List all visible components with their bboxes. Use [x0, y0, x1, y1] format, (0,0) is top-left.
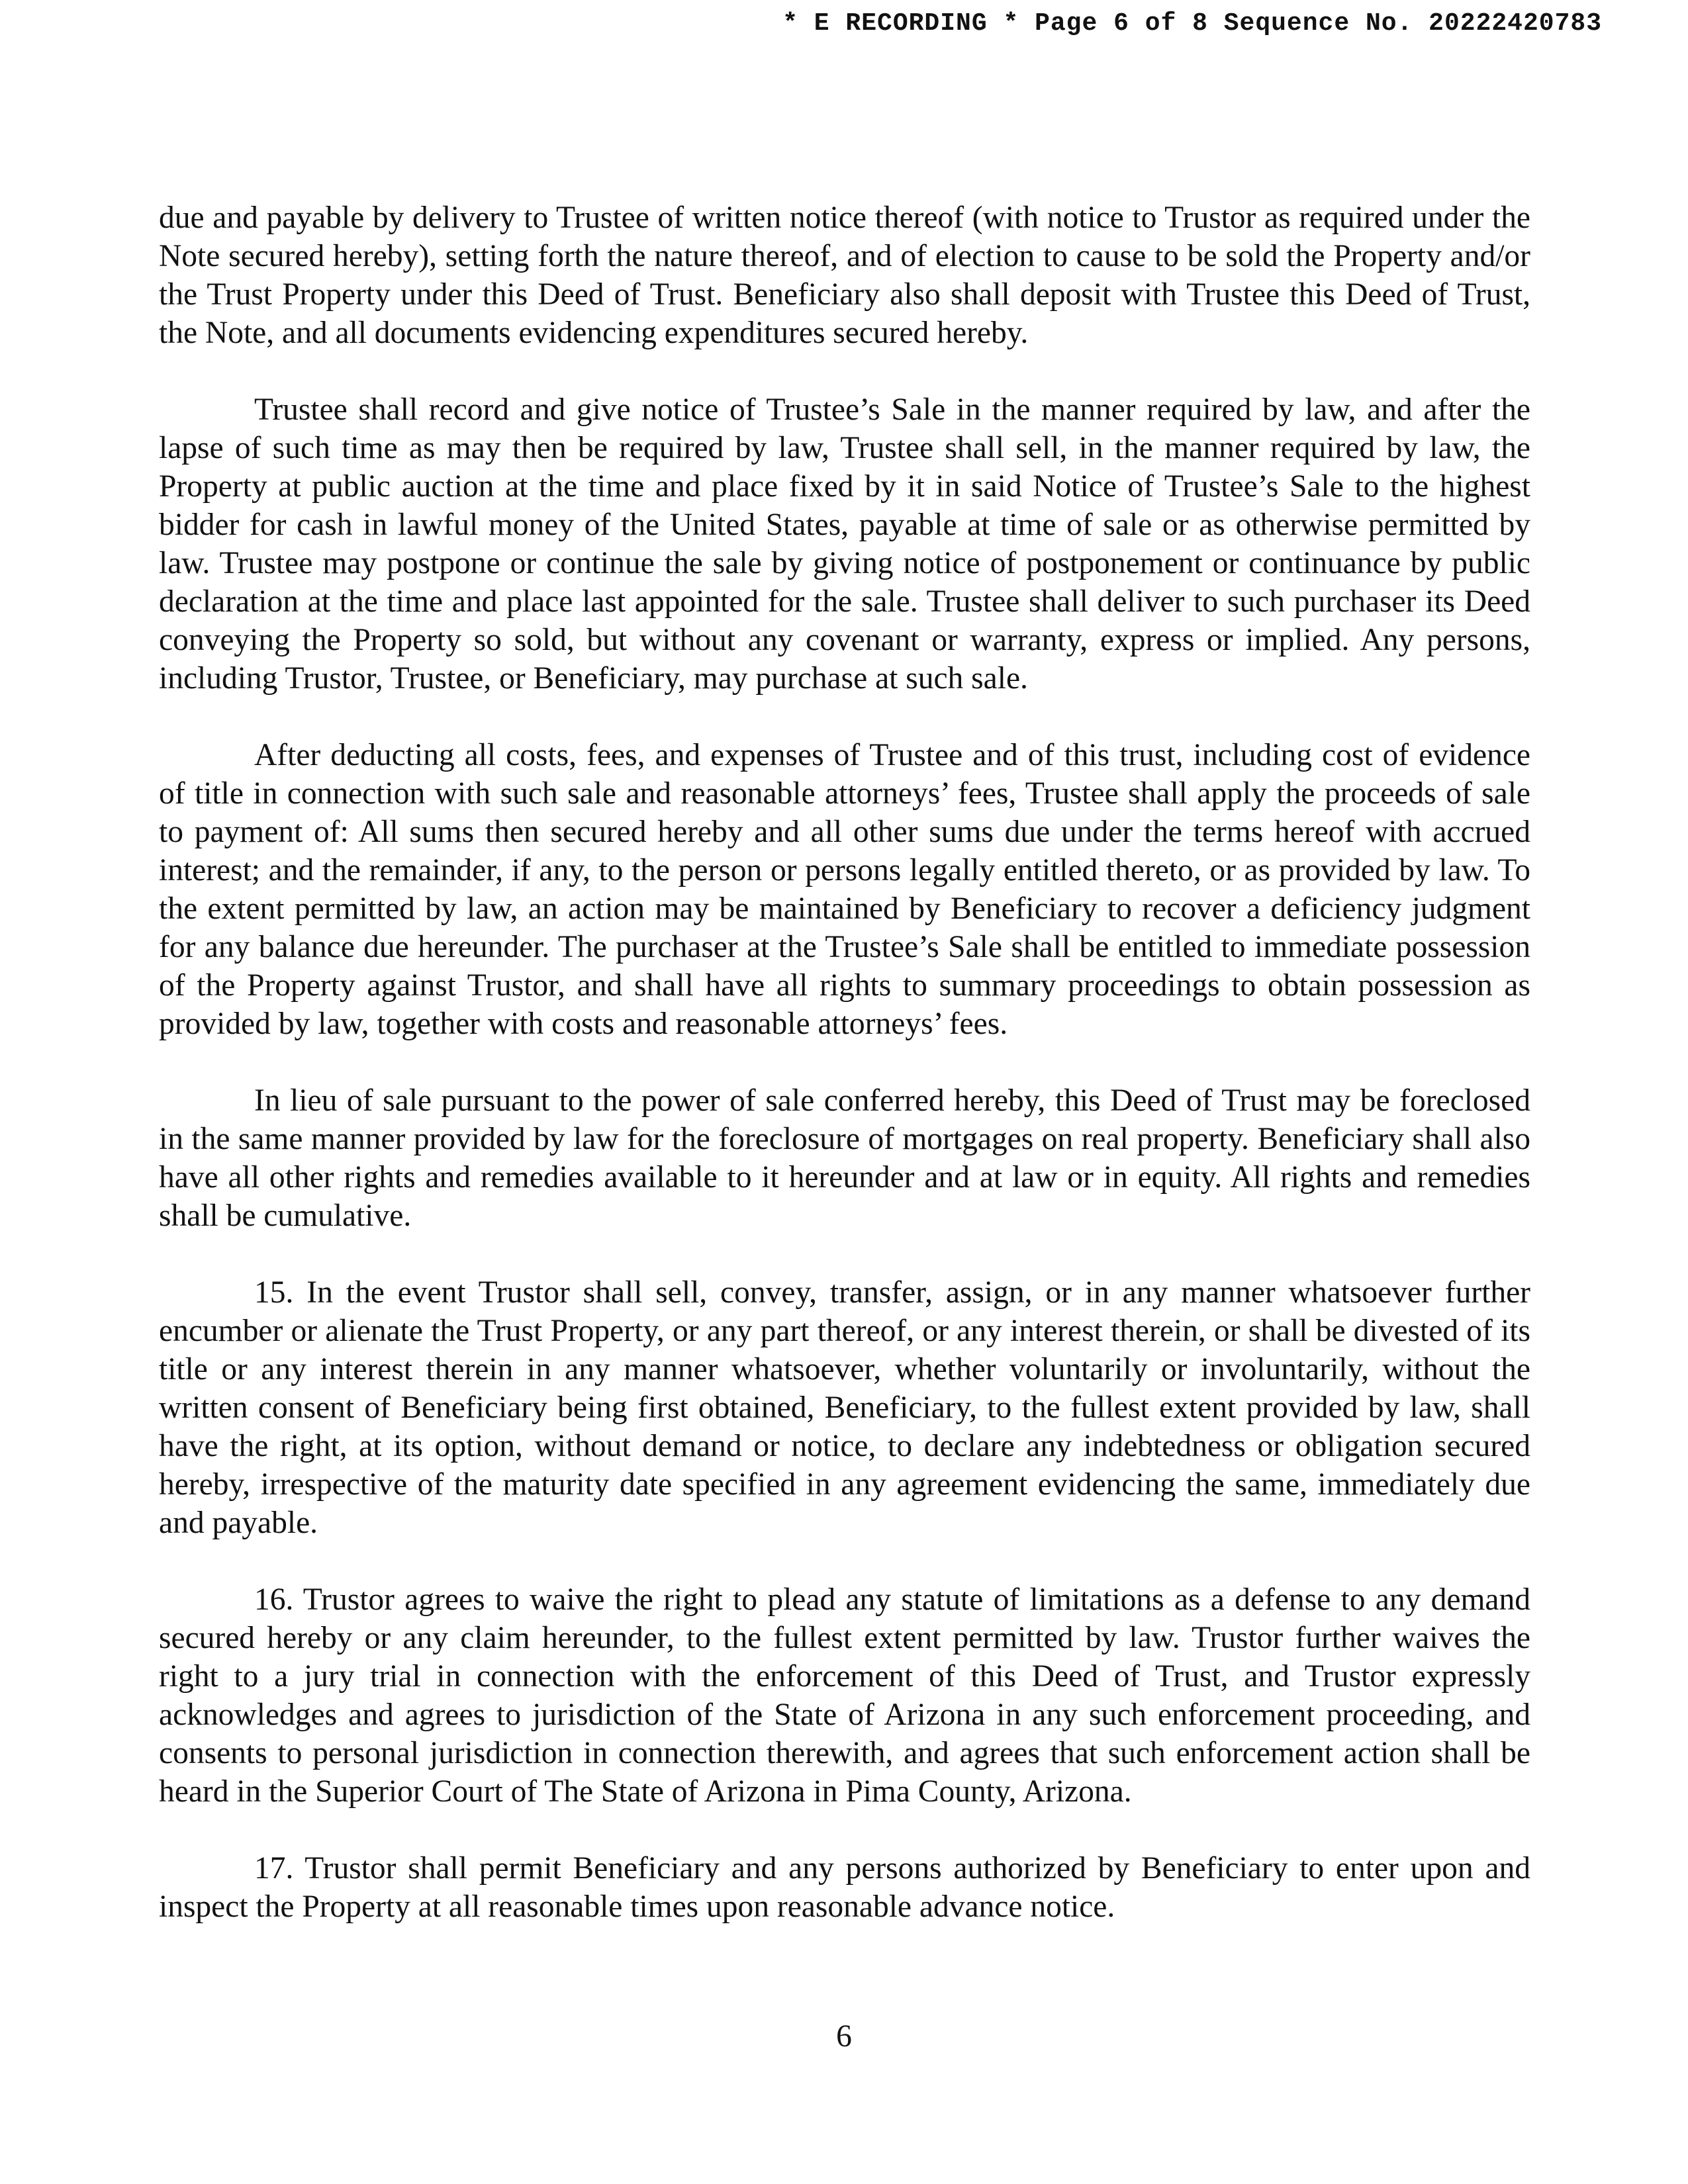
paragraph-continuation: due and payable by delivery to Trustee of written notice thereof (with notice to Trustor as required under the Note secured hereby), setting forth the nature thereof, and of election to cause to be sold the Property and/or the Trust Property under this Deed of Trust. Beneficiary also shall deposit with Trustee this Deed of Trust, the Note, and all documents evidencing expenditures secured hereby. [159, 201, 1530, 350]
paragraph-foreclosure: In lieu of sale pursuant to the power of sale conferred hereby, this Deed of Trust may be foreclosed in the same manner provided by law for the foreclosure of mortgages on real property. Beneficiary shall also have all other rights and remedies available to it hereunder and at law or in equity. All rights and remedies shall be cumulative. [159, 1083, 1530, 1233]
page-number: 6 [836, 2019, 852, 2054]
paragraph-trustee-sale: Trustee shall record and give notice of Trustee’s Sale in the manner required by law, and after the lapse of such time as may then be required by law, Trustee shall sell, in the manner required by law, the Property at public auction at the time and place fixed by it in said Notice of Trustee’s Sale to the highest bidder for cash in lawful money of the United States, payable at time of sale or as otherwise permitted by law. Trustee may postpone or continue the sale by giving notice of postponement or continuance by public declaration at the time and place last appointed for the sale. Trustee shall deliver to such purchaser its Deed conveying the Property so sold, but without any covenant or warranty, express or implied. Any persons, including Trustor, Trustee, or Beneficiary, may purchase at such sale. [159, 392, 1530, 696]
document-body [159, 199, 1530, 1964]
paragraph-section-17: 17. Trustor shall permit Beneficiary and any persons authorized by Beneficiary to enter upon and inspect the Property at all reasonable times upon reasonable advance notice. [159, 1851, 1530, 1924]
recording-header: * E RECORDING * Page 6 of 8 Sequence No. 20222420783 [782, 9, 1602, 38]
paragraph-section-16: 16. Trustor agrees to waive the right to plead any statute of limitations as a defense to any demand secured hereby or any claim hereunder, to the fullest extent permitted by law. Trustor further waives the right to a jury trial in connection with the enforcement of this Deed of Trust, and Trustor expressly acknowledges and agrees to jurisdiction of the State of Arizona in any such enforcement proceeding, and consents to personal jurisdiction in connection therewith, and agrees that such enforcement action shall be heard in the Superior Court of The State of Arizona in Pima County, Arizona. [159, 1582, 1530, 1809]
paragraph-sale-proceeds: After deducting all costs, fees, and expenses of Trustee and of this trust, including cost of evidence of title in connection with such sale and reasonable attorneys’ fees, Trustee shall apply the proceeds of sale to payment of: All sums then secured hereby and all other sums due under the terms hereof with accrued interest; and the remainder, if any, to the person or persons legally entitled thereto, or as provided by law. To the extent permitted by law, an action may be maintained by Beneficiary to recover a deficiency judgment for any balance due hereunder. The purchaser at the Trustee’s Sale shall be entitled to immediate possession of the Property against Trustor, and shall have all rights to summary proceedings to obtain possession as provided by law, together with costs and reasonable attorneys’ fees. [159, 738, 1530, 1041]
paragraph-section-15: 15. In the event Trustor shall sell, convey, transfer, assign, or in any manner whatsoever further encumber or alienate the Trust Property, or any part thereof, or any interest therein, or shall be divested of its title or any interest therein in any manner whatsoever, whether voluntarily or involuntarily, without the written consent of Beneficiary being first obtained, Beneficiary, to the fullest extent provided by law, shall have the right, at its option, without demand or notice, to declare any indebtedness or obligation secured hereby, irrespective of the maturity date specified in any agreement evidencing the same, immediately due and payable. [159, 1275, 1530, 1540]
